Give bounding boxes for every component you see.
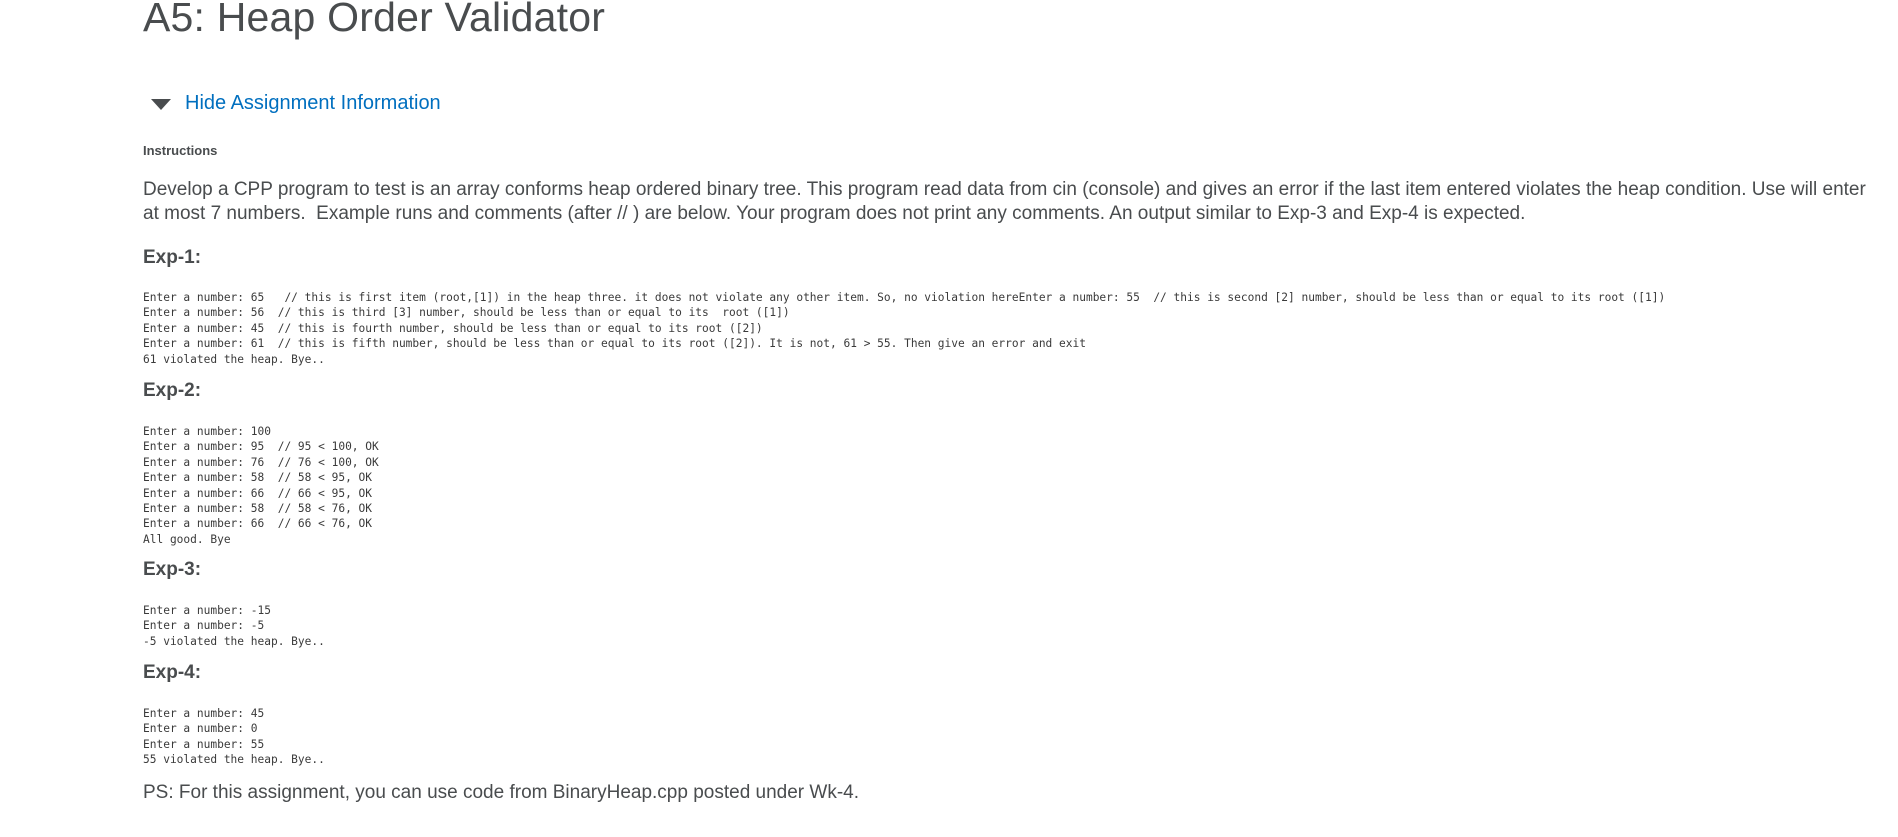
- hide-assignment-info-toggle[interactable]: [151, 92, 441, 115]
- exp-1-code: Enter a number: 65 // this is first item (root,[1]) in the heap three. it does not violate any other item. So, no violation hereEnter a number: 55 // this is second [2] number, should be less than or equal to its root ([1]) Enter a number: 56 // this is third [3] number, should be less than or equal to its root ([1]) Enter a number: 45 // this is fourth number, should be less than or equal to its root ([2]) Enter a number: 61 // this is fifth number, should be less than or equal to its root ([2]). It is not, 61 > 55. Then give an error and exit 61 violated the heap. Bye..: [143, 291, 1666, 366]
- page-title: A5: Heap Order Validator: [143, 0, 606, 40]
- intro-paragraph: Develop a CPP program to test is an array conforms heap ordered binary tree. This program read data from cin (console) and gives an error if the last item entered violates the heap condition. Use will enter at most 7 numbers. Example runs and comments (after // ) are below. Your program does not print any comments. An output similar to Exp-3 and Exp-4 is expected.: [143, 179, 1872, 224]
- instructions-body: [143, 178, 1883, 226]
- exp-2-heading: Exp-2:: [143, 380, 202, 401]
- exp-4-code: Enter a number: 45 Enter a number: 0 Enter a number: 55 55 violated the heap. Bye..: [143, 707, 325, 767]
- toggle-label[interactable]: Hide Assignment Information: [185, 92, 441, 114]
- ps-note: PS: For this assignment, you can use code from BinaryHeap.cpp posted under Wk-4.: [143, 782, 860, 803]
- exp-3-code: Enter a number: -15 Enter a number: -5 -5 violated the heap. Bye..: [143, 604, 325, 648]
- instructions-label: Instructions: [143, 143, 218, 158]
- exp-2-code: Enter a number: 100 Enter a number: 95 // 95 < 100, OK Enter a number: 76 // 76 < 100, OK Enter a number: 58 // 58 < 95, OK Enter a number: 66 // 66 < 95, OK Enter a number: 58 // 58 < 76, OK Enter a number: 66 // 66 < 76, OK All good. Bye: [143, 425, 379, 546]
- exp-3-heading: Exp-3:: [143, 559, 202, 580]
- exp-4-heading: Exp-4:: [143, 662, 202, 683]
- caret-down-icon: [151, 99, 171, 110]
- exp-1-heading: Exp-1:: [143, 247, 202, 268]
